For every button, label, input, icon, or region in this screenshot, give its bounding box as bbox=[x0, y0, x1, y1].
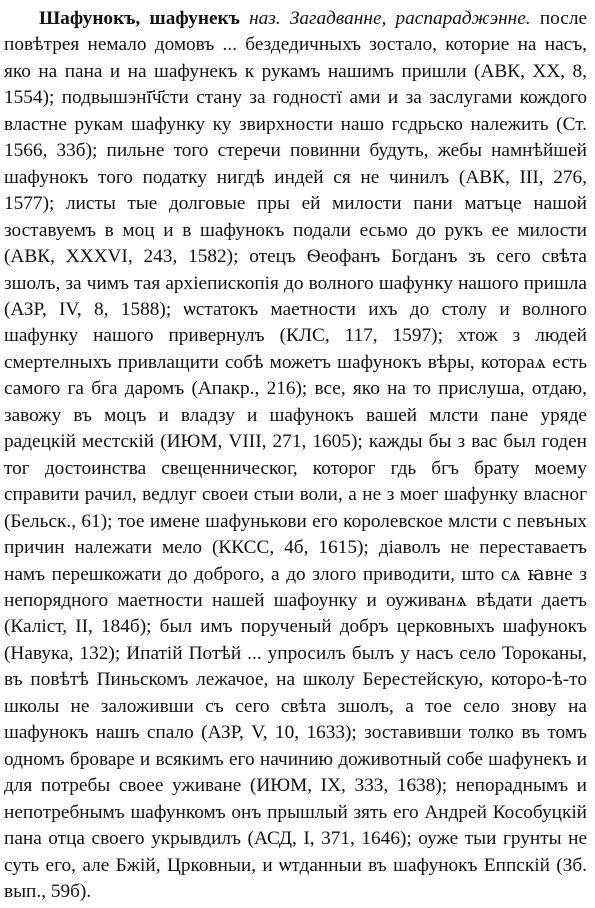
dictionary-entry bbox=[4, 6, 587, 905]
entry-headword: Шафунокъ, шафунекъ bbox=[39, 8, 240, 29]
entry-body: после повѣтрея немало домовъ ... бездедичныхъ зостало, которие на насъ, яко на пана и на шафунекъ к рукамъ нашимъ пришли (АВК, XX, 8, 1554); подвышэнї҃ч҃сти стану за годностї ами и за заслугами кождого властне рукам шафунку ку звирхности нашо гсдрьско належить (Ст. 1566, 33б); пильне того стеречи повинни будуть, жебы намнѣйшей шафунокъ того податку нигдѣ индей ся не чинилъ (АВК, III, 276, 1577); листы тые долговые пры ей милости пани матъце нашой зоставуемъ в моц и в шафунокъ подали есьмо до рукъ ее милости (АВК, XXXVI, 243, 1582); отецъ Ѳеофанъ Богданъ зъ сего свѣта зшолъ, за чимъ тая архiепископiя до волного шафунку нашого пришла (АЗР, IV, 8, 1588); ѡстатокъ маетности ихъ до столу и волного шафунку нашого привернулъ (КЛС, 117, 1597); хтож з людей смертелныхъ привлащити собѣ можетъ шафунокъ вѣры, котораѧ есть самого га бга даромъ (Апакр., 216); все, яко на то прислуша, отдаю, завожу въ моцъ и владзу и шафунокъ вашей млсти пане уряде радецкiй местскiй (ИЮМ, VIII, 271, 1605); кажды бы з вас был годен тог достоинства свещенническог, которог гдь бгъ брату моему справити рачил, ведлуг своеи стыи воли, а не з моег шафунку власног (Бельск., 61); тое имене шафунькови его королевское млсти с певъных причин належати мело (ККСС, 4б, 1615); дiаволъ не переставаетъ намъ перешкожати до доброго, а до злого приводити, што сѧ ꙗвне з непорядного маетности нашей шафоунку и оуживанѧ вѣдати даетъ (Калiст, II, 184б); был имъ порученый добръ церковныхъ шафунокъ (Навука, 132); Ипатiй Потѣй ... упросилъ былъ у насъ село Тороканы, въ повѣтѣ Пиньскомъ лежачое, на школу Берестейскую, которо-ѣ-то школы не заложивши съ сего свѣта зшолъ, а тое село знову на шафунокъ нашъ спало (АЗР, V, 10, 1633); зоставивши толко въ томъ одномъ броваре и всякимъ его начинию доживотный собе шафунекъ и для потребы своее уживане (ИЮМ, IX, 333, 1638); непораднымъ и непотребнымъ шафункомъ онъ прышлый зять его Андрей Кособуцкiй пана отца своего укрывдилъ (АСД, I, 371, 1646); оуже тыи грунты не суть его, але Бжiй, Црковныи, и ѡтданныи въ шафунокъ Еппскiй (Зб. вып., 59б). bbox=[4, 8, 588, 902]
entry-gloss: наз. Загадванне, распараджэнне. bbox=[249, 8, 531, 29]
